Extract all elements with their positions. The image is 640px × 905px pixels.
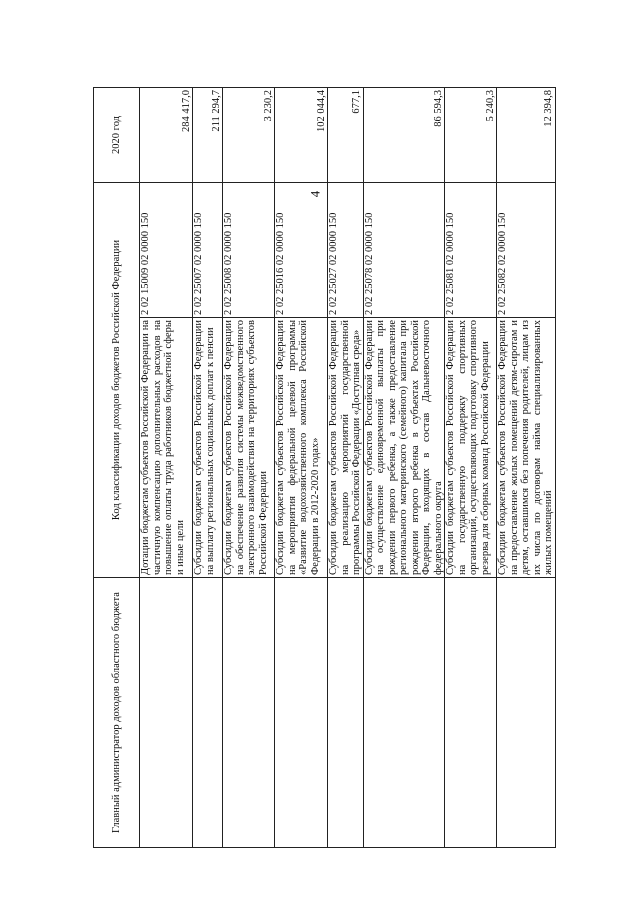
code-cell: 2 02 25008 02 0000 150 [223,182,275,317]
code-cell: 2 02 25016 02 0000 150 [275,182,328,317]
description-cell: Субсидии бюджетам субъектов Российской Федерации на осуществление единовременной выплаты при рождении первого ребенка, а также предоставление регионального материнского (семейного) капитала при рождении второго ребенка в субъектах Российской Федерации, входящих в состав Дальневосточного федерального округа [363,318,445,578]
code-cell: 2 02 25007 02 0000 150 [193,182,223,317]
description-cell: Субсидии бюджетам субъектов Российской Федерации на обеспечение развития системы межведомственного электронного взаимодействия на территориях субъектов Российской Федерации [223,318,275,578]
table-row [140,87,193,847]
admin-cell [328,578,364,848]
table-row [497,87,556,847]
admin-cell [223,578,275,848]
value-cell: 3 230,2 [223,87,275,182]
admin-cell [497,578,556,848]
table-row [223,87,275,847]
value-cell: 284 417,0 [140,87,193,182]
rotated-table-container [93,88,554,848]
admin-cell [275,578,328,848]
code-cell: 2 02 25081 02 0000 150 [445,182,497,317]
code-cell: 2 02 25027 02 0000 150 [328,182,364,317]
header-year: 2020 год [94,87,140,182]
value-cell: 102 044,4 [275,87,328,182]
table-row [445,87,497,847]
admin-cell [363,578,445,848]
description-cell: Дотации бюджетам субъектов Российской Федерации на частичную компенсацию дополнительных расходов на повышение оплаты труда работников бюджетной сферы и иные цели [140,318,193,578]
admin-cell [445,578,497,848]
code-cell: 2 02 15009 02 0000 150 [140,182,193,317]
table-row [193,87,223,847]
value-cell: 677,1 [328,87,364,182]
admin-cell [193,578,223,848]
code-cell: 2 02 25078 02 0000 150 [363,182,445,317]
value-cell: 211 294,7 [193,87,223,182]
header-row [94,87,140,847]
value-cell: 12 394,8 [497,87,556,182]
table-row [275,87,328,847]
table-row [328,87,364,847]
description-cell: Субсидии бюджетам субъектов Российской Федерации на реализацию мероприятий государственной программы Российской Федерации «Доступная среда» [328,318,364,578]
admin-cell [140,578,193,848]
description-cell: Субсидии бюджетам субъектов Российской Федерации на предоставление жилых помещений детям-сиротам и детям, оставшимся без попечения родителей, лицам из их числа по договорам найма специализированных жилых помещений [497,318,556,578]
description-cell: Субсидии бюджетам субъектов Российской Федерации на мероприятия федеральной целевой программы «Развитие водохозяйственного комплекса Российской Федерации в 2012-2020 годах» [275,318,328,578]
code-cell: 2 02 25082 02 0000 150 [497,182,556,317]
page-number: 4 [307,190,323,198]
description-cell: Субсидии бюджетам субъектов Российской Федерации на выплату региональных социальных доплат к пенсии [193,318,223,578]
header-code: Код классификации доходов бюджетов Российской Федерации [94,182,140,577]
value-cell: 5 240,3 [445,87,497,182]
value-cell: 86 594,3 [363,87,445,182]
revenue-table [93,87,556,848]
header-admin: Главный администратор доходов областного бюджета [94,578,140,848]
description-cell: Субсидии бюджетам субъектов Российской Федерации на государственную поддержку спортивных организаций, осуществляющих подготовку спортивного резерва для сборных команд Российской Федерации [445,318,497,578]
table-row [363,87,445,847]
